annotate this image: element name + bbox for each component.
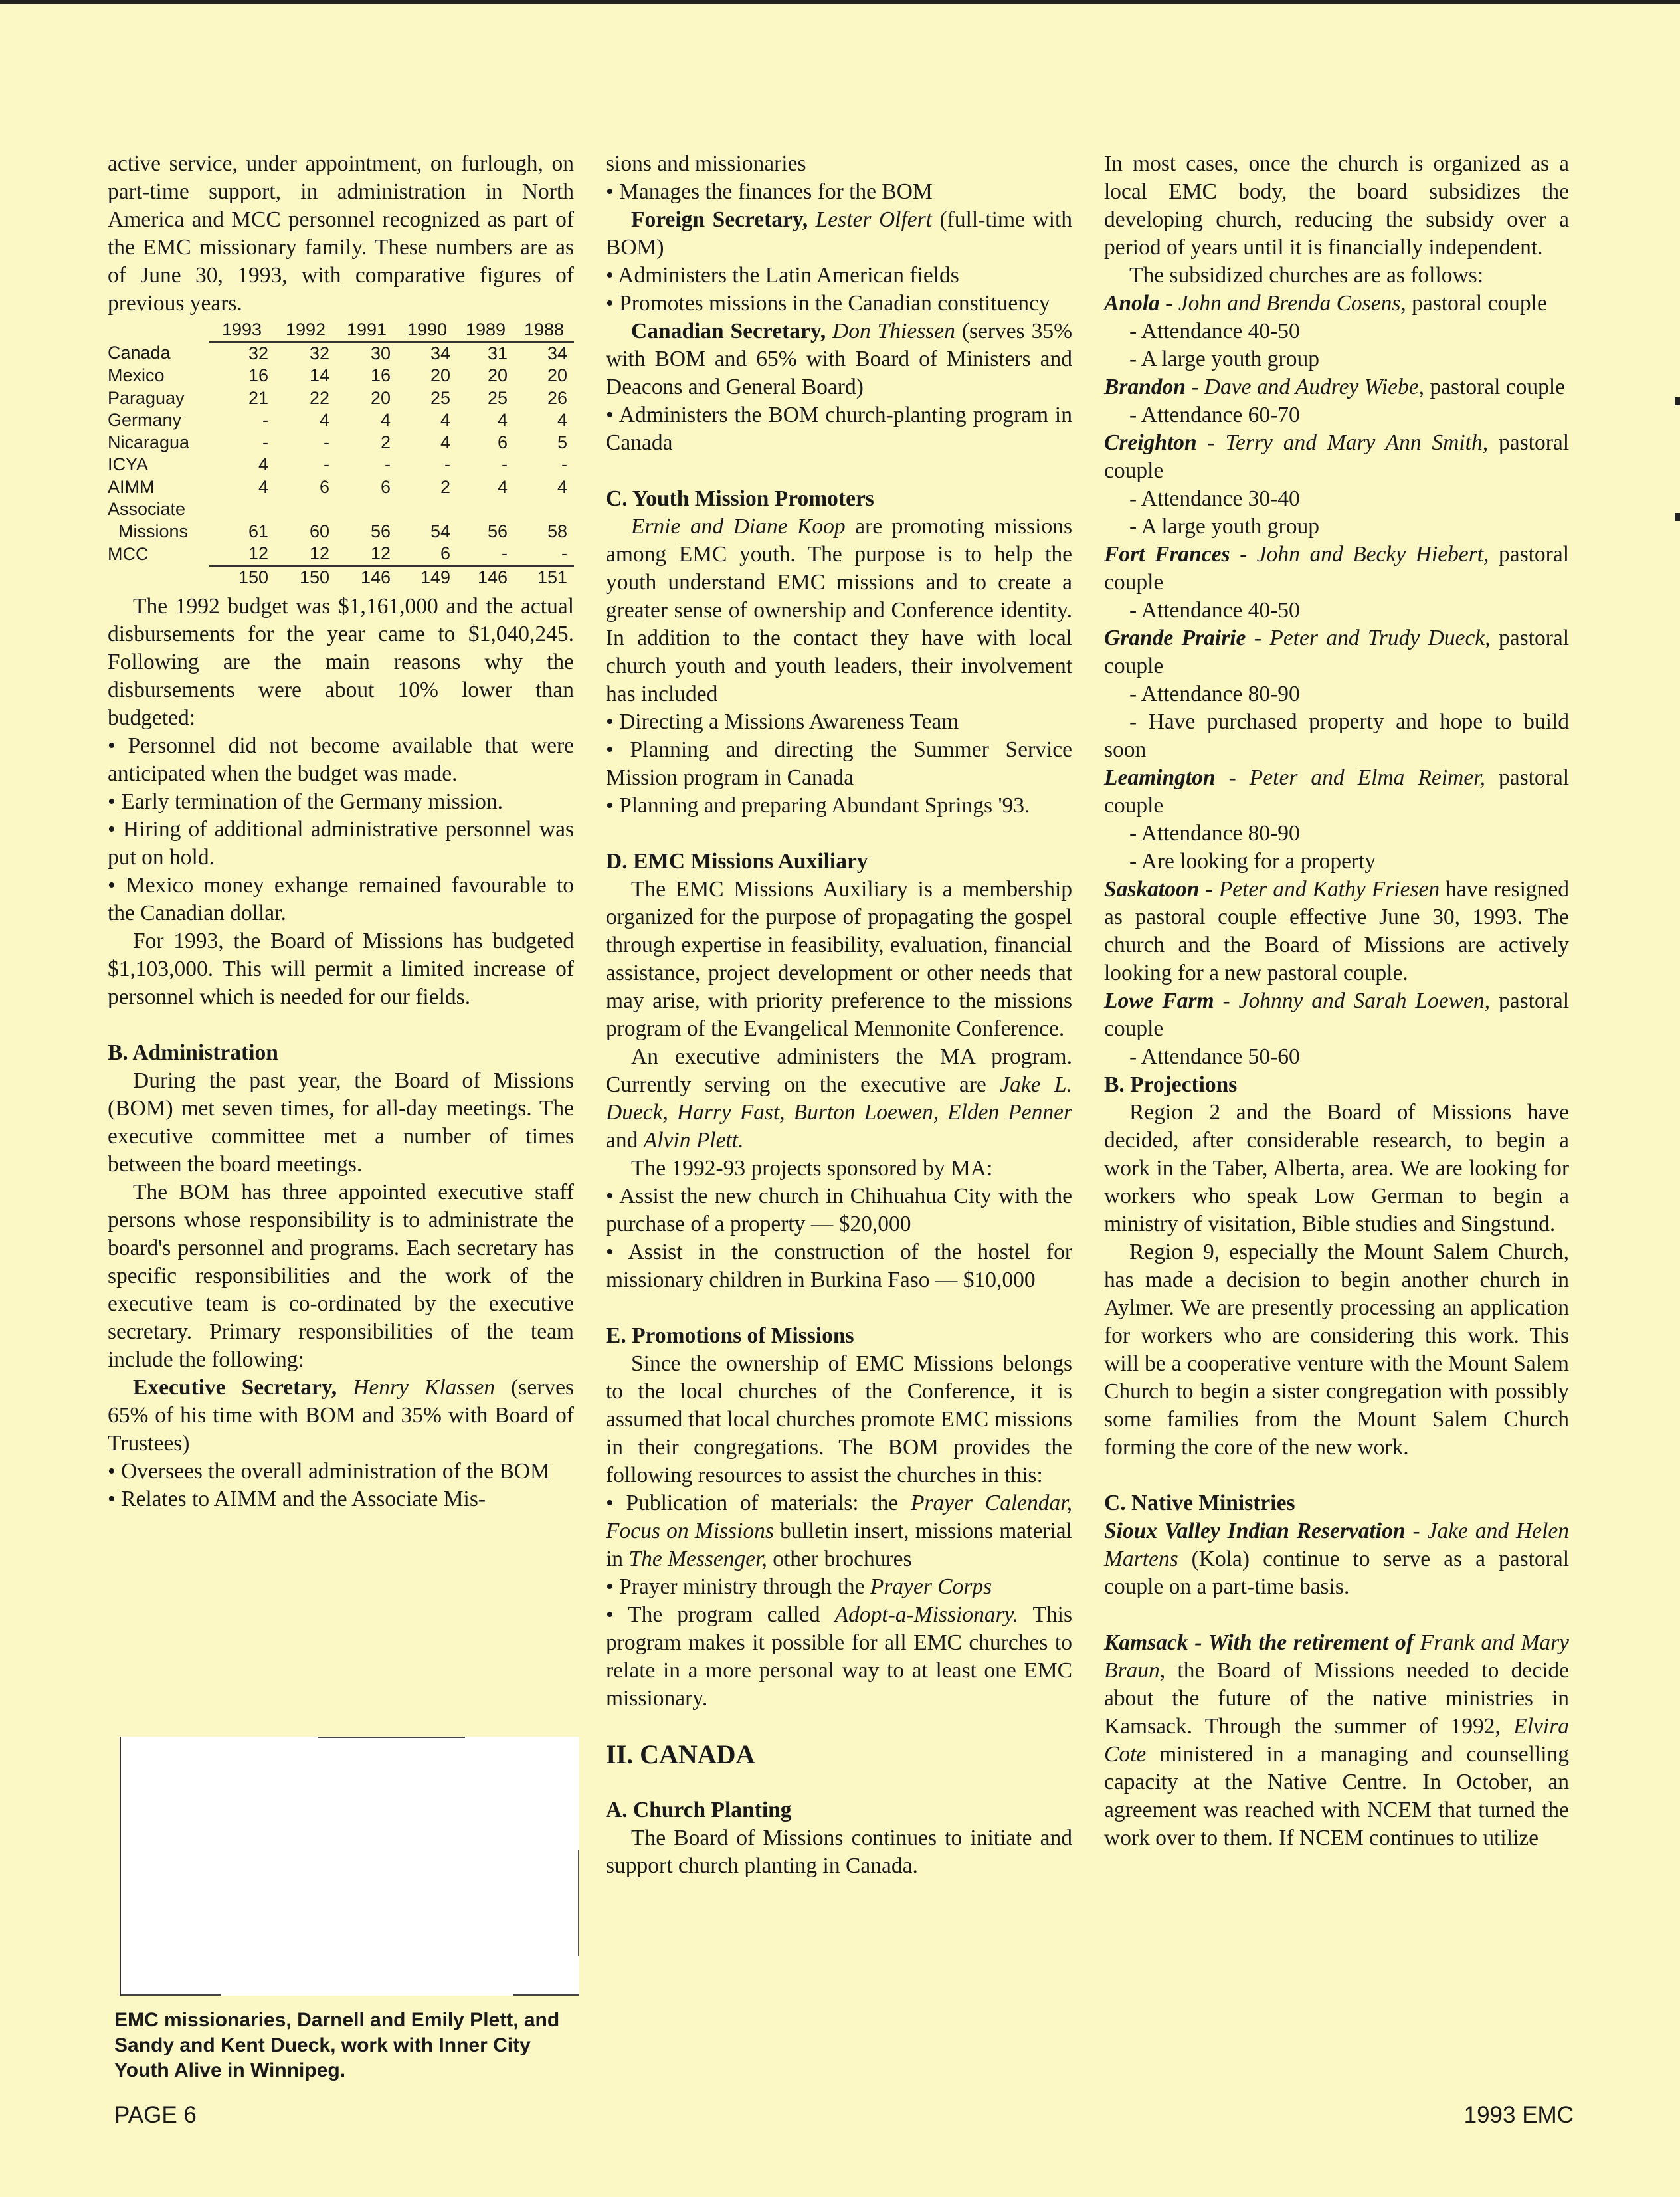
table-row-label: Nicaragua — [108, 432, 190, 452]
paragraph: Region 9, especially the Mount Salem Church, has made a decision to begin another church in Aylmer. We are presently processing an application for workers who are considering this work. This will be a cooperative venture with the Mount Salem Church to begin a sister congregation with possibly some families from the Mount Salem Church forming the core of the new work. — [1104, 1240, 1569, 1460]
bullet-item: • Promotes missions in the Canadian constituency — [606, 291, 1050, 316]
table-cell: 4 — [440, 432, 450, 452]
table-row-label: Associate — [108, 499, 186, 519]
paragraph: The BOM has three appointed executive staff persons whose responsibility is to administrate the board's personnel and programs. Each secretary has specific responsibilities and the work of the executive team is co-ordinated by the executive secretary. Primary responsibilities of the team include the following: — [108, 1180, 574, 1372]
paragraph: The EMC Missions Auxiliary is a membership organized for the purpose of propagating the gospel through expertise in feasibility, evaluation, financial assistance, project development or other needs that may arise, with priority preference to the missions program of the Evangelical Mennonite Conference. — [606, 877, 1072, 1041]
table-cell: 34 — [547, 343, 567, 363]
table-cell: 26 — [547, 387, 567, 408]
bullet-item: • Relates to AIMM and the Associate Mis- — [108, 1487, 486, 1511]
table-cell: 4 — [258, 476, 268, 497]
church-detail: - A large youth group — [1129, 347, 1319, 371]
table-total-cell: 150 — [275, 566, 336, 589]
church-place: Anola — [1104, 291, 1160, 316]
table-cell: 31 — [487, 343, 508, 363]
table-row-label: MCC — [108, 543, 149, 564]
table-header-year: 1990 — [397, 319, 457, 342]
table-cell: 4 — [497, 476, 508, 497]
table-cell — [457, 498, 514, 521]
church-detail: - Are looking for a property — [1129, 849, 1376, 874]
paragraph-text: This program makes it possible for all EMC churches to relate in a more personal way to at least one EMC missionary. — [606, 1602, 1072, 1711]
bullet-item: • Early termination of the Germany mission. — [108, 789, 504, 814]
table-cell: 12 — [309, 543, 329, 563]
photo-caption: EMC missionaries, Darnell and Emily Plett, and Sandy and Kent Dueck, work with Inner City Youth Alive in Winnipeg. — [114, 2009, 560, 2081]
table-row-label: Germany — [108, 410, 182, 430]
church-place: Lowe Farm — [1104, 989, 1214, 1013]
table-cell: 34 — [430, 343, 450, 363]
paragraph-text: pastoral couple — [1430, 375, 1566, 399]
pastor-names: - Peter and Kathy Friesen — [1205, 877, 1440, 902]
church-place: Fort Frances — [1104, 542, 1230, 567]
table-cell: 25 — [430, 387, 450, 408]
table-header-year: 1988 — [514, 319, 574, 342]
table-cell: 20 — [370, 387, 391, 408]
column-2 — [606, 150, 1072, 1880]
table-header-year: 1992 — [275, 319, 336, 342]
section-heading: B. Projections — [1104, 1072, 1238, 1097]
church-place: Leamington — [1104, 765, 1216, 790]
paragraph-text: are promoting missions among EMC youth. The purpose is to help the youth understand EMC missions and to create a greater sense of ownership and Conference identity. In addition to the contact they have with local church youth and youth leaders, their involvement has included — [606, 514, 1072, 706]
pastor-names: - John and Becky Hiebert, — [1240, 542, 1489, 567]
church-place: Saskatoon — [1104, 877, 1200, 902]
table-total-cell: 146 — [336, 566, 397, 589]
table-row-label: ICYA — [108, 454, 149, 474]
table-cell: - — [561, 543, 567, 563]
table-cell — [209, 498, 275, 521]
table-row-label: Paraguay — [108, 387, 185, 408]
bullet-item: • Hiring of additional administrative personnel was put on hold. — [108, 817, 574, 870]
section-heading: C. Youth Mission Promoters — [606, 486, 874, 511]
ministry-place: Sioux Valley Indian Reservation — [1104, 1519, 1406, 1543]
paragraph: sions and missionaries — [606, 151, 806, 176]
table-cell: 4 — [380, 410, 391, 430]
bullet-item: • Administers the Latin American fields — [606, 263, 959, 288]
bullet-item: • Directing a Missions Awareness Team — [606, 710, 959, 734]
table-total-cell: 151 — [514, 566, 574, 589]
church-detail: - Attendance 40-50 — [1129, 598, 1300, 622]
table-cell: 20 — [547, 365, 567, 385]
paragraph-text: • The program called — [606, 1602, 820, 1627]
table-cell: 21 — [248, 387, 268, 408]
missionaries-photo — [120, 1737, 579, 1996]
pastor-names: - Peter and Trudy Dueck, — [1254, 626, 1491, 650]
table-cell: 30 — [370, 343, 391, 363]
table-cell: 6 — [497, 432, 508, 452]
pastor-names: - Peter and Elma Reimer, — [1228, 765, 1485, 790]
paragraph: active service, under appointment, on furlough, on part-time support, in administration in North America and MCC personnel recognized as part of the EMC missionary family. These numbers are as of June 30, 1993, with comparative figures of previous years. — [108, 151, 574, 316]
paragraph-text: • Prayer ministry through the — [606, 1575, 865, 1599]
table-cell: - — [262, 410, 268, 430]
table-row-label: Canada — [108, 343, 171, 363]
table-row-label: AIMM — [108, 476, 155, 497]
pastor-names: - Jake and Helen Martens — [1104, 1519, 1569, 1571]
paragraph-text: ministered in a managing and counselling capacity at the Native Centre. In October, an agreement was reached with NCEM that turned the work over to them. If NCEM continues to utilize — [1104, 1742, 1570, 1850]
table-cell: 4 — [319, 410, 329, 430]
pastor-names: - John and Brenda Cosens, — [1165, 291, 1406, 316]
program-title: Prayer Corps — [870, 1575, 992, 1599]
church-entry — [1104, 764, 1569, 820]
ministry-place: Kamsack — [1104, 1630, 1188, 1655]
paragraph-text: the Board of Missions needed to decide about the future of the native ministries in Kamsack. Through the summer of 1992, — [1104, 1658, 1569, 1739]
table-cell: 12 — [248, 543, 268, 563]
church-entry — [1104, 987, 1569, 1043]
edge-mark — [1675, 397, 1680, 405]
table-row — [108, 454, 574, 476]
table-cell: - — [324, 454, 329, 474]
person-name: Frank and Mary Braun, — [1104, 1630, 1570, 1683]
paragraph-text: An executive administers the MA program. Currently serving on the executive are — [606, 1044, 1072, 1097]
executive-secretary-entry — [108, 1374, 574, 1458]
church-detail: - Attendance 30-40 — [1129, 486, 1300, 511]
paragraph-text: pastoral couple — [1104, 765, 1569, 818]
canadian-secretary-entry — [606, 318, 1072, 401]
table-total-blank — [108, 566, 209, 589]
table-cell: 22 — [309, 387, 329, 408]
native-ministry-entry — [1104, 1629, 1569, 1852]
church-entry — [1104, 290, 1569, 318]
section-heading: E. Promotions of Missions — [606, 1323, 854, 1348]
person-name: Ernie and Diane Koop — [631, 514, 846, 539]
paragraph: Since the ownership of EMC Missions belongs to the local churches of the Conference, it is assumed that local churches promote EMC missions in their congregations. The BOM provides the following resources to assist the churches in this: — [606, 1351, 1072, 1487]
paragraph: The 1992 budget was $1,161,000 and the actual disbursements for the year came to $1,040,245. Following are the main reasons why the disbursements were about 10% lower than budgeted: — [108, 594, 574, 730]
table-total-cell: 149 — [397, 566, 457, 589]
church-entry — [1104, 541, 1569, 597]
bullet-item — [606, 1573, 1072, 1601]
table-cell: - — [324, 432, 329, 452]
church-place: Creighton — [1104, 430, 1197, 455]
paragraph-text: pastoral couple — [1104, 626, 1570, 678]
table-cell: 60 — [309, 521, 329, 541]
church-detail: - Attendance 40-50 — [1129, 319, 1300, 343]
table-cell: 32 — [309, 343, 329, 363]
section-heading: D. EMC Missions Auxiliary — [606, 849, 868, 874]
table-row-label: Mexico — [108, 365, 165, 385]
person-name: Elvira Cote — [1104, 1714, 1569, 1767]
table-row — [108, 342, 574, 365]
paragraph: The Board of Missions continues to initiate and support church planting in Canada. — [606, 1826, 1072, 1878]
table-header-blank — [108, 319, 209, 342]
native-ministry-entry — [1104, 1517, 1569, 1601]
bullet-item: • Manages the finances for the BOM — [606, 179, 933, 204]
table-cell: 56 — [487, 521, 508, 541]
missionary-statistics-table — [108, 319, 574, 589]
paragraph: For 1993, the Board of Missions has budgeted $1,103,000. This will permit a limited increase of personnel which is needed for our fields. — [108, 929, 574, 1009]
table-cell: 4 — [497, 410, 508, 430]
table-row-label: Missions — [118, 521, 189, 541]
page-number: PAGE 6 — [114, 2102, 197, 2128]
pastor-names: - Dave and Audrey Wiebe, — [1191, 375, 1424, 399]
paragraph-text: other brochures — [773, 1547, 912, 1571]
table-cell: 16 — [370, 365, 391, 385]
table-cell — [397, 498, 457, 521]
table-cell: 6 — [380, 476, 391, 497]
table-cell: 6 — [319, 476, 329, 497]
paragraph-text: pastoral couple — [1412, 291, 1547, 316]
table-row — [108, 387, 574, 410]
section-heading: B. Administration — [108, 1040, 278, 1065]
paragraph-text: • Publication of materials: the — [606, 1491, 899, 1515]
bullet-item: • Planning and preparing Abundant Springs '93. — [606, 793, 1030, 818]
role-title: Foreign Secretary, — [631, 207, 808, 232]
church-entry — [1104, 373, 1569, 401]
table-cell: 58 — [547, 521, 567, 541]
table-cell: 4 — [557, 476, 567, 497]
role-title: Canadian Secretary, — [631, 319, 826, 343]
paragraph: In most cases, once the church is organized as a local EMC body, the board subsidizes the developing church, reducing the subsidy over a period of years until it is financially independent. — [1104, 151, 1569, 260]
table-cell: 16 — [248, 365, 268, 385]
table-row — [108, 476, 574, 499]
bullet-item — [606, 1601, 1072, 1713]
table-row — [108, 432, 574, 454]
bullet-item: • Planning and directing the Summer Service Mission program in Canada — [606, 737, 1072, 790]
paragraph-text: pastoral couple — [1104, 989, 1569, 1041]
table-cell: 25 — [487, 387, 508, 408]
table-cell: - — [444, 454, 450, 474]
role-details: (full-time with BOM) — [606, 207, 1072, 260]
table-row — [108, 498, 574, 521]
publication-label: 1993 EMC — [1463, 2102, 1574, 2128]
paragraph: The subsidized churches are as follows: — [1129, 263, 1484, 288]
church-detail: - Attendance 60-70 — [1129, 403, 1300, 427]
paragraph-text: - With the retirement of — [1194, 1630, 1414, 1655]
table-total-cell: 150 — [209, 566, 275, 589]
table-cell: - — [262, 432, 268, 452]
paragraph — [606, 513, 1072, 708]
table-cell: - — [502, 454, 508, 474]
table-cell: 14 — [309, 365, 329, 385]
column-1 — [108, 150, 574, 1513]
bullet-item: • Administers the BOM church-planting program in Canada — [606, 403, 1072, 455]
church-entry — [1104, 876, 1569, 987]
table-header-year: 1991 — [336, 319, 397, 342]
church-place: Brandon — [1104, 375, 1186, 399]
table-cell: 61 — [248, 521, 268, 541]
table-row — [108, 521, 574, 543]
pastor-names: - Terry and Mary Ann Smith, — [1207, 430, 1489, 455]
table-cell: 20 — [487, 365, 508, 385]
table-cell: 54 — [430, 521, 450, 541]
table-cell: 4 — [440, 410, 450, 430]
table-header-row — [108, 319, 574, 342]
table-cell: - — [502, 543, 508, 563]
role-title: Executive Secretary, — [133, 1375, 337, 1400]
table-total-cell: 146 — [457, 566, 514, 589]
table-cell — [514, 498, 574, 521]
table-cell: 2 — [440, 476, 450, 497]
person-name: Lester Olfert — [815, 207, 932, 232]
paragraph: The 1992-93 projects sponsored by MA: — [631, 1156, 993, 1181]
table-row — [108, 409, 574, 432]
table-cell: - — [385, 454, 391, 474]
paragraph-text: have resigned as pastoral couple effective June 30, 1993. The church and the Board of Missions are actively looking for a new pastoral couple. — [1104, 877, 1570, 985]
bullet-item: • Personnel did not become available that were anticipated when the budget was made. — [108, 733, 574, 786]
table-cell: 20 — [430, 365, 450, 385]
table-cell: - — [561, 454, 567, 474]
bullet-item: • Assist the new church in Chihuahua City with the purchase of a property — $20,000 — [606, 1184, 1072, 1236]
table-cell: 32 — [248, 343, 268, 363]
church-detail: - Attendance 80-90 — [1129, 682, 1300, 706]
person-name: Alvin Plett. — [643, 1128, 744, 1153]
bullet-item: • Mexico money exhange remained favourable to the Canadian dollar. — [108, 873, 574, 925]
church-entry — [1104, 429, 1569, 485]
table-total-row — [108, 566, 574, 589]
column-3 — [1104, 150, 1569, 1852]
paragraph: Region 2 and the Board of Missions have decided, after considerable research, to begin a work in the Taber, Alberta, area. We are looking for workers who speak Low German to begin a ministry of visitation, Bible studies and Singstund. — [1104, 1100, 1569, 1236]
paragraph — [606, 1043, 1072, 1155]
role-details: (serves 35% with BOM and 65% with Board of Ministers and Deacons and General Board) — [606, 319, 1073, 399]
section-heading: A. Church Planting — [606, 1798, 792, 1822]
church-entry — [1104, 624, 1569, 680]
program-title: Adopt-a-Missionary. — [834, 1602, 1019, 1627]
table-row — [108, 543, 574, 566]
section-heading: C. Native Ministries — [1104, 1491, 1295, 1515]
publication-title: Prayer Calendar, Focus on Missions — [606, 1491, 1072, 1543]
bullet-item: • Oversees the overall administration of the BOM — [108, 1459, 550, 1483]
paragraph-text: (Kola) continue to serve as a pastoral couple on a part-time basis. — [1104, 1547, 1569, 1599]
table-cell — [275, 498, 336, 521]
church-detail: - Attendance 80-90 — [1129, 821, 1300, 846]
table-cell: 2 — [380, 432, 391, 452]
person-name: Jake L. Dueck, Harry Fast, Burton Loewen, Elden Penner — [606, 1072, 1072, 1125]
pastor-names: - Johnny and Sarah Loewen, — [1222, 989, 1491, 1013]
church-place: Grande Prairie — [1104, 626, 1246, 650]
bullet-item — [606, 1489, 1072, 1573]
table-cell: 56 — [370, 521, 391, 541]
bullet-item: • Assist in the construction of the hostel for missionary children in Burkina Faso — $10,000 — [606, 1240, 1072, 1292]
church-detail: - Attendance 50-60 — [1129, 1044, 1300, 1069]
church-detail: - A large youth group — [1129, 514, 1319, 539]
paragraph-text: and — [606, 1128, 638, 1153]
foreign-secretary-entry — [606, 206, 1072, 262]
table-cell: 4 — [258, 454, 268, 474]
publication-title: The Messenger, — [628, 1547, 767, 1571]
table-header-year: 1993 — [209, 319, 275, 342]
table-cell: 12 — [370, 543, 391, 563]
person-name: Henry Klassen — [353, 1375, 496, 1400]
top-border — [0, 0, 1680, 4]
table-cell: 5 — [557, 432, 567, 452]
person-name: Don Thiessen — [832, 319, 955, 343]
edge-mark — [1675, 513, 1680, 521]
table-cell — [336, 498, 397, 521]
part-heading: II. CANADA — [606, 1739, 755, 1769]
paragraph: During the past year, the Board of Missions (BOM) met seven times, for all-day meetings. The executive committee met a number of times between the board meetings. — [108, 1068, 574, 1177]
table-row — [108, 365, 574, 387]
church-detail: - Have purchased property and hope to build soon — [1104, 710, 1569, 762]
paragraph-text: bulletin insert, missions material in — [606, 1519, 1072, 1571]
paragraph-text: pastoral couple — [1104, 430, 1570, 483]
paragraph-text: pastoral couple — [1104, 542, 1570, 595]
table-cell: 4 — [557, 410, 567, 430]
table-header-year: 1989 — [457, 319, 514, 342]
table-cell: 6 — [440, 543, 450, 563]
role-details: (serves 65% of his time with BOM and 35% with Board of Trustees) — [108, 1375, 575, 1456]
